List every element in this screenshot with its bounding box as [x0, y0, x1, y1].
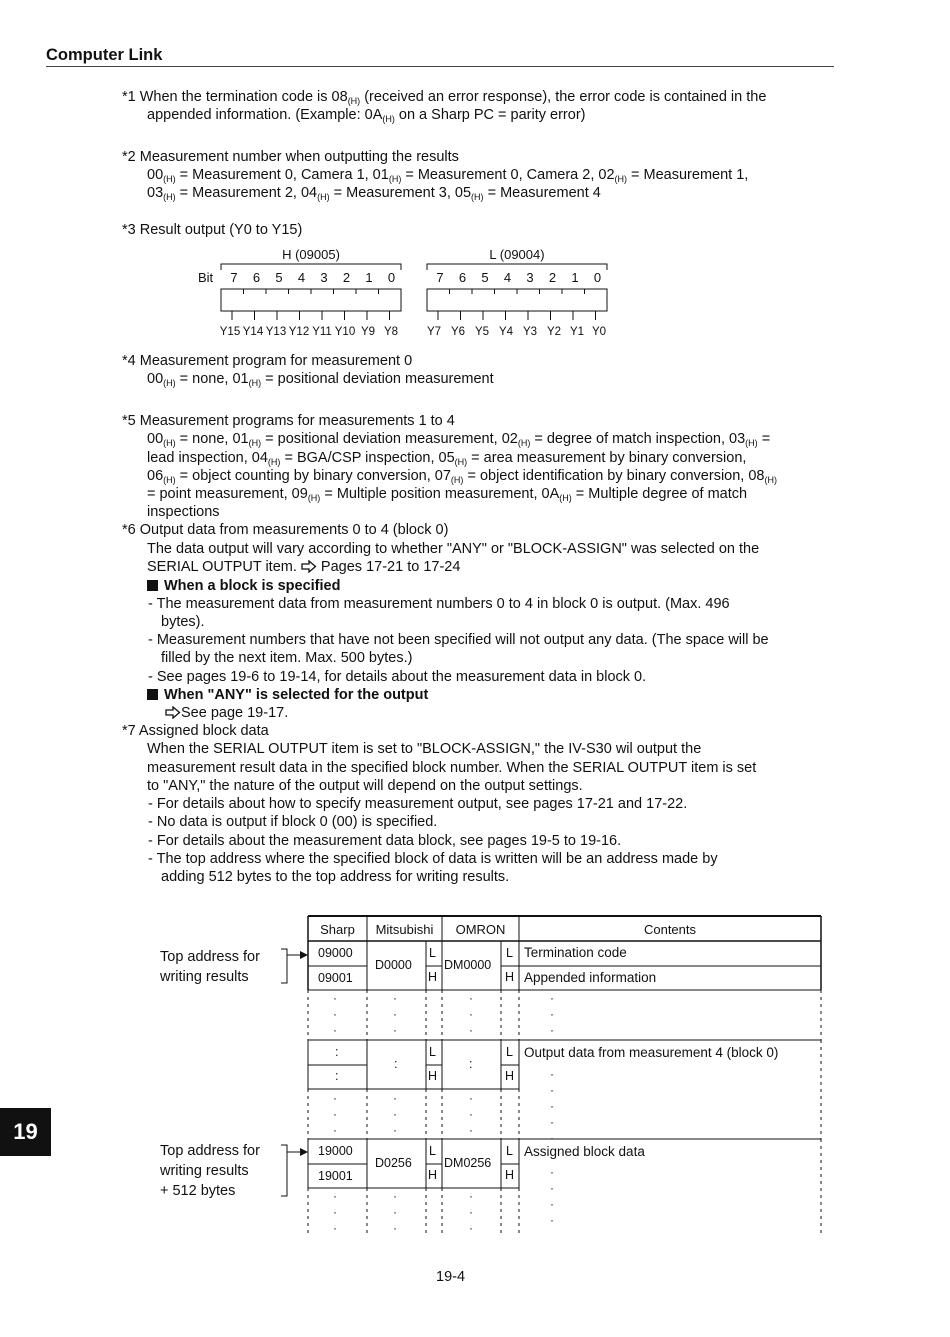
callout-top-address-plus-512: Top address for writing results + 512 bytes	[160, 1143, 260, 1199]
output-label: Y14	[242, 326, 264, 338]
ellipsis-dots: · · · · ·	[550, 1067, 554, 1145]
note6-line2: SERIAL OUTPUT item. Pages 17-21 to 17-24	[147, 559, 461, 575]
output-label: Y10	[334, 326, 356, 338]
l-register-label: L (09004)	[489, 247, 545, 262]
page-number: 19-4	[436, 1269, 466, 1285]
output-label: Y13	[265, 326, 287, 338]
low-byte-mark: L	[429, 1144, 436, 1158]
contents-cell: Termination code	[524, 945, 627, 960]
ellipsis-dots: · · ·	[469, 1189, 473, 1235]
note6-line1: The data output will vary according to whether "ANY" or "BLOCK-ASSIGN" was selected on the	[147, 541, 760, 557]
note6-bullet3: - See pages 19-6 to 19-14, for details about the measurement data in block 0.	[148, 669, 647, 685]
output-label: Y8	[383, 326, 399, 338]
sharp-address: 09001	[318, 971, 353, 985]
output-label: Y4	[498, 326, 514, 338]
mitsubishi-address: D0000	[375, 958, 412, 972]
output-label: Y12	[288, 326, 310, 338]
bit-number: 7	[436, 270, 444, 285]
bit-number: 0	[387, 270, 396, 285]
bit-number: 1	[571, 270, 579, 285]
header-contents: Contents	[643, 922, 697, 937]
bit-number: 5	[275, 270, 283, 285]
header-mitsubishi: Mitsubishi	[375, 922, 434, 937]
header-omron: OMRON	[455, 922, 506, 937]
mitsubishi-address: D0256	[375, 1156, 412, 1170]
output-label: Y5	[474, 326, 490, 338]
output-label: Y15	[219, 326, 241, 338]
section-header: Computer Link	[46, 46, 163, 64]
note7-line2: measurement result data in the specified block number. When the SERIAL OUTPUT item is set	[147, 760, 757, 776]
bit-label: Bit	[198, 270, 214, 285]
bit-number: 4	[297, 270, 306, 285]
note7-title: *7 Assigned block data	[122, 723, 269, 739]
bit-number: 7	[230, 270, 238, 285]
low-byte-mark: L	[429, 946, 436, 960]
bit-number: 3	[320, 270, 328, 285]
ellipsis-dots: · · · ·	[550, 1165, 554, 1227]
header-sharp: Sharp	[320, 922, 355, 937]
mitsubishi-address: :	[394, 1057, 398, 1071]
note7-bullet2: - No data is output if block 0 (00) is specified.	[148, 814, 438, 830]
ellipsis-dots: · · ·	[393, 1091, 397, 1137]
note1-line1: *1 When the termination code is $08_{(H)}$ (received an error response), the error code is contained in the	[122, 89, 767, 106]
h-register-label: H (09005)	[282, 247, 340, 262]
subheading-any-selected: When "ANY" is selected for the output	[147, 686, 428, 704]
omron-address: DM0256	[444, 1156, 492, 1170]
bit-number: 3	[526, 270, 534, 285]
sharp-address: :	[335, 1069, 339, 1083]
contents-cell: Appended information	[524, 970, 657, 985]
bit-number: 2	[342, 270, 351, 285]
note4-line1: $00_{(H)}$ = none, $01_{(H)}$ = positional deviation measurement	[147, 371, 494, 388]
note6-bullet1: - The measurement data from measurement numbers 0 to 4 in block 0 is output. (Max. 496	[148, 596, 730, 612]
note6-title: *6 Output data from measurements 0 to 4 (block 0)	[122, 522, 449, 538]
note5-title: *5 Measurement programs for measurements 1 to 4	[122, 413, 455, 429]
note5-line4: = point measurement, $09_{(H)}$ = Multiple position measurement, $0A_{(H)}$ = Multiple degree of match	[147, 486, 748, 503]
note7-bullet1: - For details about how to specify measurement output, see pages 17-21 and 17-22.	[148, 796, 688, 812]
low-byte-mark: L	[506, 1045, 513, 1059]
note5-line1: $00_{(H)}$ = none, $01_{(H)}$ = positional deviation measurement, $02_{(H)}$ = degree of match inspection, $03_{(H)}$ =	[147, 431, 771, 448]
low-byte-mark: L	[506, 946, 513, 960]
note5-line5: inspections	[147, 504, 220, 520]
note6-bullet2-cont: filled by the next item. Max. 500 bytes.)	[161, 650, 413, 666]
sharp-address: :	[335, 1045, 339, 1059]
bit-number: 1	[365, 270, 373, 285]
note1-line2: appended information. (Example: $0A_{(H)}$ on a Sharp PC = parity error)	[147, 107, 586, 124]
high-byte-mark: H	[505, 1069, 515, 1083]
ellipsis-dots: · · ·	[393, 991, 397, 1037]
callout-top-address: Top address for writing results	[160, 949, 260, 985]
ellipsis-dots: · · ·	[469, 1091, 473, 1137]
note6-bullet2: - Measurement numbers that have not been specified will not output any data. (The space will be	[148, 632, 769, 648]
note7-line1: When the SERIAL OUTPUT item is set to "BLOCK-ASSIGN," the IV-S30 wil output the	[147, 741, 702, 757]
sharp-address: 19000	[318, 1144, 353, 1158]
high-byte-mark: H	[428, 1168, 438, 1182]
bit-number: 0	[593, 270, 602, 285]
ellipsis-dots: · · ·	[469, 991, 473, 1037]
contents-cell: Output data from measurement 4 (block 0)	[524, 1045, 779, 1060]
note3-title: *3 Result output (Y0 to Y15)	[122, 222, 303, 238]
note7-bullet3: - For details about the measurement data block, see pages 19-5 to 19-16.	[148, 833, 622, 849]
omron-address: :	[469, 1057, 473, 1071]
bit-number: 5	[481, 270, 489, 285]
output-label: Y0	[591, 326, 607, 338]
contents-cell: Assigned block data	[524, 1144, 645, 1159]
low-byte-mark: L	[506, 1144, 513, 1158]
note5-line3: $06_{(H)}$ = object counting by binary conversion, $07_{(H)}$ = object identification by binary conversion, $08_{(H)}$	[147, 468, 777, 485]
bit-number: 2	[548, 270, 557, 285]
omron-address: DM0000	[444, 958, 492, 972]
high-byte-mark: H	[505, 1168, 515, 1182]
output-label: Y6	[450, 326, 466, 338]
ellipsis-dots: · · ·	[393, 1189, 397, 1235]
note2-line1: $00_{(H)}$ = Measurement 0, Camera 1, $01_{(H)}$ = Measurement 0, Camera 2, $02_{(H)}$ = Measurement 1,	[147, 167, 749, 184]
note6-bullet1-cont: bytes).	[161, 614, 205, 630]
ellipsis-dots: · · ·	[333, 991, 337, 1037]
output-label: Y9	[360, 326, 376, 338]
output-label: Y7	[426, 326, 442, 338]
note2-title: *2 Measurement number when outputting the results	[122, 149, 459, 165]
output-label: Y1	[569, 326, 585, 338]
note7-line3: to "ANY," the nature of the output will depend on the output settings.	[147, 778, 583, 794]
note6-see: See page 19-17.	[165, 704, 288, 722]
output-label: Y2	[546, 326, 562, 338]
note2-line2: $03_{(H)}$ = Measurement 2, $04_{(H)}$ = Measurement 3, $05_{(H)}$ = Measurement 4	[147, 185, 601, 202]
output-label: Y3	[522, 326, 538, 338]
bit-number: 6	[458, 270, 467, 285]
bit-number: 4	[503, 270, 512, 285]
high-byte-mark: H	[428, 970, 438, 984]
ellipsis-dots: · · ·	[550, 991, 554, 1037]
ellipsis-dots: · · ·	[333, 1189, 337, 1235]
note7-bullet4-cont: adding 512 bytes to the top address for writing results.	[161, 869, 510, 885]
subheading-block-specified: When a block is specified	[147, 577, 340, 595]
chapter-tab: 19	[0, 1108, 51, 1156]
note4-title: *4 Measurement program for measurement 0	[122, 353, 413, 369]
sharp-address: 09000	[318, 946, 353, 960]
high-byte-mark: H	[428, 1069, 438, 1083]
output-label: Y11	[312, 326, 332, 338]
note7-bullet4: - The top address where the specified block of data is written will be an address made by	[148, 851, 718, 867]
low-byte-mark: L	[429, 1045, 436, 1059]
note5-line2: lead inspection, $04_{(H)} = BGA/CSP$ inspection, $05_{(H)}$ = area measurement by binary conversion,	[147, 450, 747, 467]
sharp-address: 19001	[318, 1169, 353, 1183]
ellipsis-dots: · · ·	[333, 1091, 337, 1137]
high-byte-mark: H	[505, 970, 515, 984]
bit-number: 6	[252, 270, 261, 285]
